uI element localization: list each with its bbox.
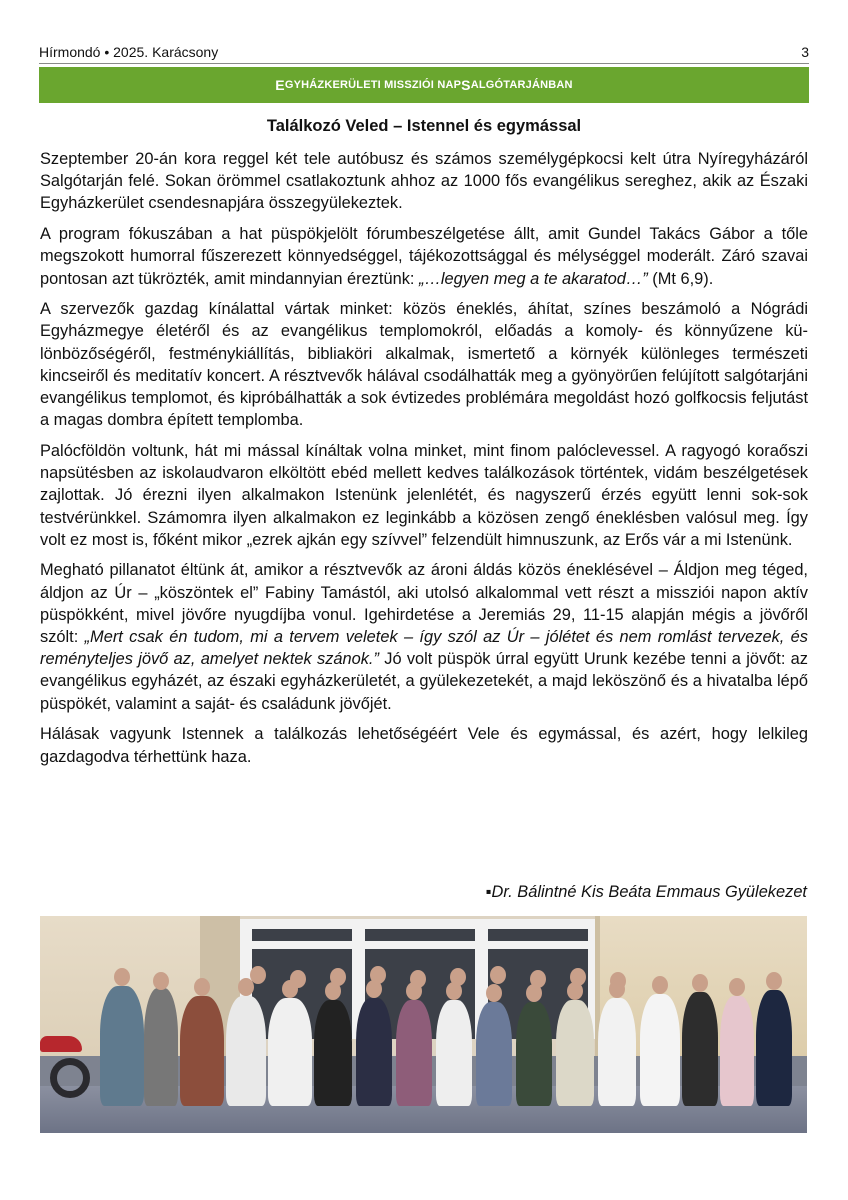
section-banner xyxy=(39,67,809,103)
person-head xyxy=(194,978,210,996)
photo-window xyxy=(488,929,588,941)
paragraph xyxy=(40,559,808,714)
person xyxy=(226,996,266,1106)
person xyxy=(100,986,144,1106)
person-head xyxy=(238,978,254,996)
person xyxy=(598,998,636,1106)
person-head xyxy=(766,972,782,990)
person-head xyxy=(609,980,625,998)
person-head xyxy=(652,976,668,994)
person xyxy=(640,994,680,1106)
banner-text-part: S xyxy=(461,77,471,93)
person xyxy=(144,988,178,1106)
person xyxy=(268,998,312,1106)
person-head xyxy=(526,984,542,1002)
scripture-quote: „Mert csak én tudom, mi a tervem veletek – így szól az Úr – jólétet és nem romlást tervezek, és reményteljes jövő az, amelyet nektek szánok.” xyxy=(40,628,808,669)
author-byline: ▪Dr. Bálintné Kis Beáta Emmaus Gyülekezet xyxy=(485,883,807,901)
person-head xyxy=(446,982,462,1000)
page-number: 3 xyxy=(801,44,809,60)
person-head xyxy=(729,978,745,996)
person-head xyxy=(366,980,382,998)
person xyxy=(476,1002,512,1106)
person-head xyxy=(486,984,502,1002)
person xyxy=(756,990,792,1106)
person-head xyxy=(567,982,583,1000)
photo-window xyxy=(252,929,352,941)
scripture-quote: „…legyen meg a te akaratod…” xyxy=(419,269,648,288)
paragraph-text: Szeptember 20-án kora reggel két tele autóbusz és számos személygépkocsi kelt útra Nyíregyházáról Salgótarján felé. Sokan örömmel csatlakoztunk ahhoz az 1000 fős evangélikus sereghez, akik az Északi Egyházkerület csendesnapjára összegyülekeztek. xyxy=(40,150,808,213)
paragraph-text: Jó volt püspök úrral együtt Urunk kezébe tenni a jövőt: az evangélikus egyházét, az északi egyházkerületét, a gyülekezetekét, a majd leköszönő és a hivatalba lépő püspökét, valamint a saját- és családunk jövőjét. xyxy=(40,650,808,713)
person xyxy=(396,1000,432,1106)
paragraph xyxy=(40,223,808,290)
person xyxy=(682,992,718,1106)
article-title: Találkozó Veled – Istennel és egymással xyxy=(266,117,582,135)
person-head xyxy=(692,974,708,992)
person-head xyxy=(490,966,506,984)
paragraph-text: Megható pillanatot éltünk át, amikor a résztvevők az ároni áldás közös éneklésével – Áldjon meg téged, áldjon az Úr – „köszöntek el” Fabiny Tamástól, aki utolsó alkalommal vett részt a missziói napon aktív püspökként, mivel jövőre nyugdíjba vonul. Igehirdetése a Jeremiás 29, 11-15 alapján mégis a jövőről szólt: xyxy=(40,561,808,647)
person-head xyxy=(406,982,422,1000)
paragraph xyxy=(40,298,808,431)
paragraph xyxy=(40,148,808,215)
photo-crowd xyxy=(100,956,780,1116)
paragraph-text: A program fókuszában a hat püspökjelölt fórumbeszélgetése állt, amit Gundel Takács Gábor a tőle megszokott humorral fűszerezett könnyedséggel, tájékozottsággal és mélységgel moderált. Záró szavai pontosan azt tükrözték, amit mindannyian éreztünk: xyxy=(40,225,808,288)
motorcycle xyxy=(40,1036,95,1101)
article-body xyxy=(40,148,808,776)
paragraph-text: Hálásak vagyunk Istennek a találkozás lehetőségéért Vele és egymással, és azért, hogy lelkileg gazdagodva térhettünk haza. xyxy=(40,725,808,766)
motorcycle-wheel xyxy=(50,1058,90,1098)
paragraph xyxy=(40,723,808,767)
person-head xyxy=(114,968,130,986)
motorcycle-tank xyxy=(40,1036,82,1052)
person xyxy=(314,1000,352,1106)
person-head xyxy=(282,980,298,998)
paragraph-text: (Mt 6,9). xyxy=(647,269,714,288)
banner-text-part: GYHÁZKERÜLETI MISSZIÓI NAP xyxy=(284,79,462,91)
person-head xyxy=(153,972,169,990)
person-head xyxy=(325,982,341,1000)
person xyxy=(180,996,224,1106)
person xyxy=(436,1000,472,1106)
paragraph xyxy=(40,440,808,551)
group-photo xyxy=(40,916,807,1133)
paragraph-text: A szervezők gazdag kínálattal vártak minket: közös éneklés, áhítat, színes beszámoló a Nógrádi Egyházmegye életéről és az evangélikus templomokról, előadás a komoly- és könnyűzene különbözőségéről, festménykiállítás, bibliaköri alkalmak, ismertető a környék különleges természeti kincseiről és meditatív koncert. A résztvevők hálával csodálhatták meg a gyönyörűen felújított salgótarjáni evangélikus templomot, és kipróbálhatták a sok évtizedes problémára megoldást hozó golfkocsis feljutást a magas dombra épített templomba. xyxy=(40,300,808,430)
person xyxy=(356,998,392,1106)
banner-text-part: ALGÓTARJÁNBAN xyxy=(470,79,573,91)
photo-window xyxy=(365,929,475,941)
person xyxy=(720,996,754,1106)
running-header xyxy=(39,41,809,64)
banner-text-part: E xyxy=(275,77,285,93)
person xyxy=(516,1002,552,1106)
paragraph-text: Palócföldön voltunk, hát mi mással kínáltak volna minket, mint finom palóclevessel. A ragyogó koraőszi napsütésben az iskolaudvaron elköltött ebéd mellett kedves találkozások történtek, vidám beszélgetések zajlottak. Jó érezni ilyen alkalmakon Istenünk jelenlétét, és nagyszerű érzés együtt lenni sok-sok testvérünkkel. Számomra ilyen alkalmakon ez leginkább a közösen zengő éneklésben valósul meg. Így volt ez most is, főként mikor „ezrek ajkán egy szívvel” felzendült himnuszunk, az Erős vár a mi Istenünk. xyxy=(40,441,808,549)
person xyxy=(556,1000,594,1106)
publication-title: Hírmondó • 2025. Karácsony xyxy=(39,44,219,60)
